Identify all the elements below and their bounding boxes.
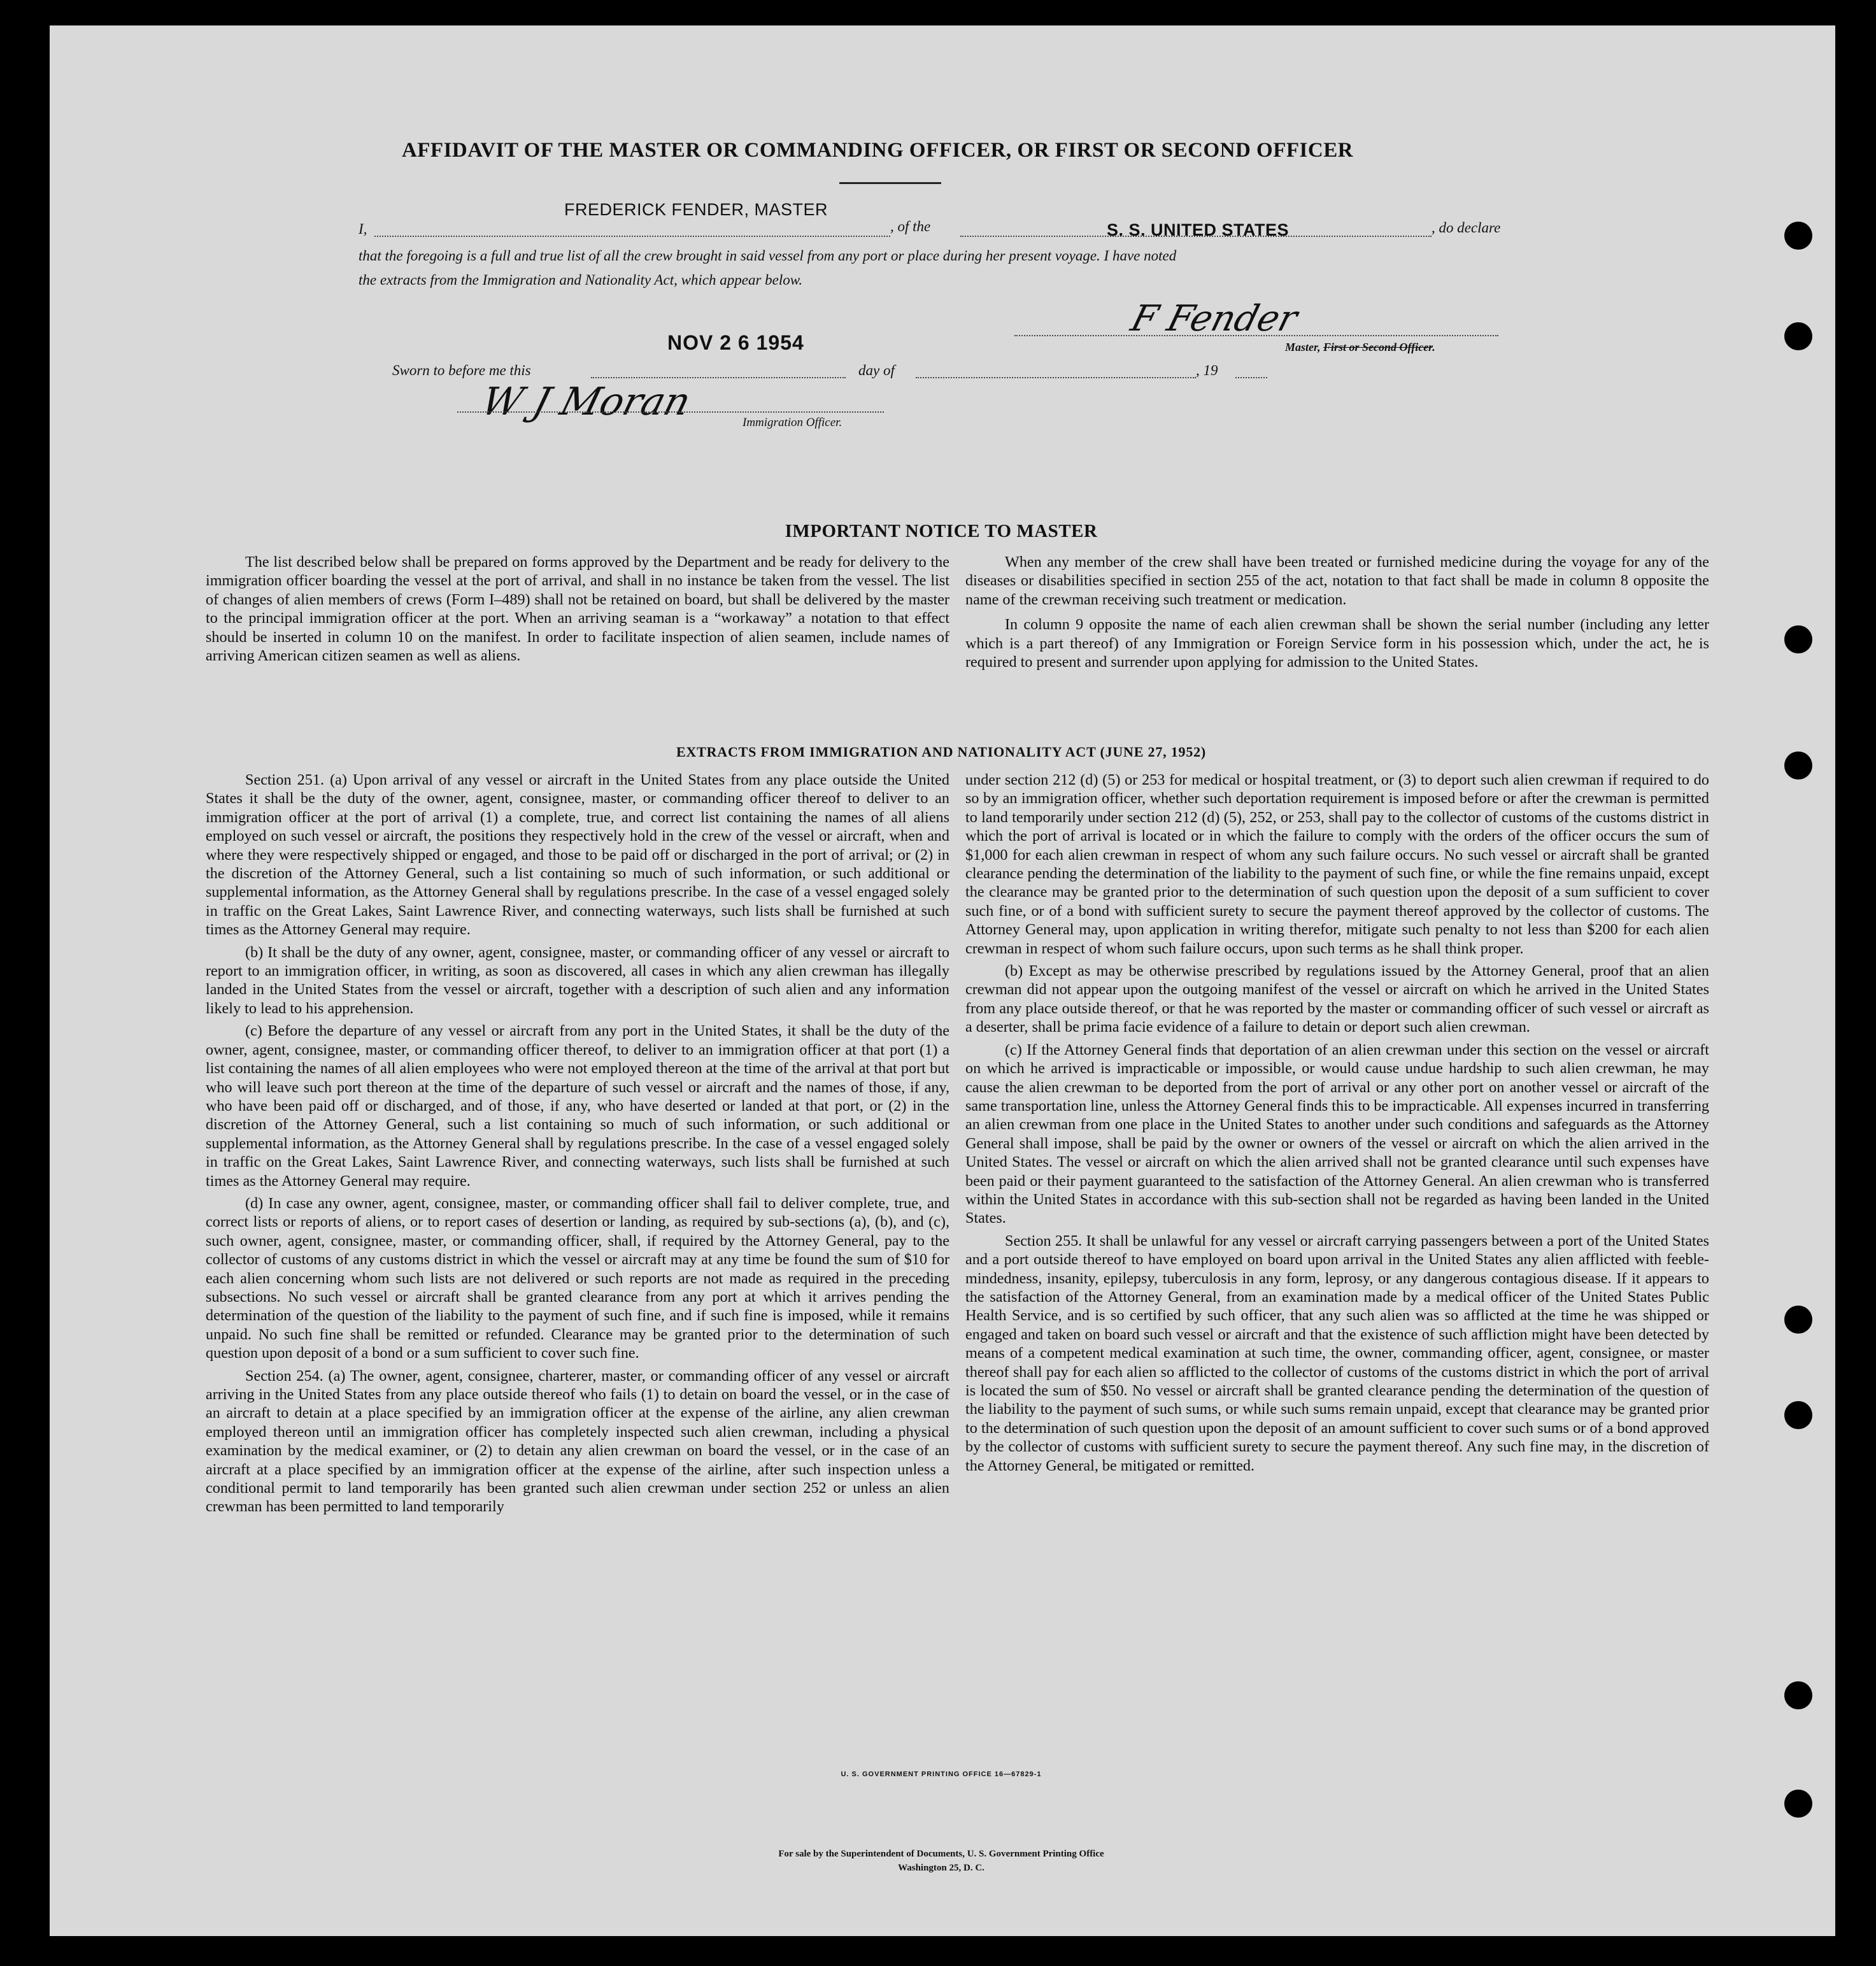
binder-hole (1784, 322, 1812, 350)
sworn-month-line (916, 377, 1196, 378)
master-caption-struck: First or Second Officer (1323, 341, 1433, 353)
binder-hole (1784, 1401, 1812, 1429)
section-254-b: (b) Except as may be otherwise prescribed by regulations issued by the Attorney General, proof that an alien crewman did not appear upon the outgoing manifest of the vessel or aircraft on which he arrived in the United States from any place outside thereof, or that he was reported by the master or commanding officer of such vessel or aircraft as a deserter, shall be prima facie evidence of a failure to detain or deport such alien crewman. (965, 962, 1709, 1036)
affidavit-line-3: the extracts from the Immigration and Nationality Act, which appear below. (359, 272, 803, 288)
affidavit-page (50, 25, 1835, 1936)
master-signature: F Fender (1126, 298, 1302, 339)
immigration-officer-signature: W J Moran (476, 380, 695, 424)
title-divider (839, 182, 941, 184)
extracts-title: EXTRACTS FROM IMMIGRATION AND NATIONALITY ACT (JUNE 27, 1952) (676, 744, 1207, 760)
affidavit-declare-label: , do declare (1432, 220, 1501, 236)
sworn-year-line (1235, 377, 1267, 378)
vessel-name: S. S. UNITED STATES (1107, 220, 1290, 239)
notice-left-paragraph: The list described below shall be prepared on forms approved by the Department and be ready for delivery to the immigration officer boarding the vessel at the port of arrival, and shall in no instance be taken from the vessel. The list of changes of alien members of crews (Form I–489) shall not be retained on board, but shall be delivered by the master to the principal immigration officer at the port. When an arriving seaman is a “workaway” a notation to that effect should be inserted in column 10 on the manifest. In order to facilitate inspection of alien seamen, include names of arriving American citizen seamen as well as aliens. (206, 553, 949, 665)
officer-caption: Immigration Officer. (743, 416, 842, 429)
notice-title: IMPORTANT NOTICE TO MASTER (785, 521, 1098, 541)
sale-line-1: For sale by the Superintendent of Documents, U. S. Government Printing Office (778, 1849, 1104, 1859)
section-255: Section 255. It shall be unlawful for any vessel or aircraft carrying passengers between a port of the United States and a port outside thereof to have employed on board upon arrival in the United States any alien afflicted with feeble-mindedness, insanity, epilepsy, tuberculosis in any form, leprosy, or any dangerous contagious disease. If it appears to the satisfaction of the Attorney General, from an examination made by a medical officer of the United States Public Health Service, and is so certified by such officer, that any such alien was so afflicted at the time he was shipped or engaged and taken on board such vessel or aircraft and that the existence of such affliction might have been detected by means of a competent medical examination at such time, the owner, commanding officer, agent, consignee, or master thereof shall pay for each alien so afflicted to the collector of customs of the customs district in which the port of arrival is located the sum of $50. No vessel or aircraft shall be granted clearance pending the determination of the question of the liability to the payment of such sums, or while such sums remain unpaid, except that clearance may be granted prior to the determination of such question upon the deposit of an amount sufficient to cover such sums or of a bond approved by the collector of customs with sufficient surety to secure the payment thereof. Any such fine may, in the discretion of the Attorney General, be mitigated or remitted. (965, 1232, 1709, 1474)
affidavit-i-label: I, (359, 221, 367, 237)
binder-hole (1784, 222, 1812, 250)
master-signature-line (1014, 335, 1498, 336)
year-label: , 19 (1196, 362, 1218, 378)
sworn-day-line (591, 377, 846, 378)
declarant-line (374, 236, 890, 237)
sale-line-2: Washington 25, D. C. (898, 1863, 984, 1873)
binder-hole (1784, 625, 1812, 653)
section-251-c: (c) Before the departure of any vessel or aircraft from any port in the United States, it shall be the duty of the owner, agent, consignee, master, or commanding officer thereof, to deliver to an immigration officer at that port (1) a list containing the names of all alien employees who were not employed thereon at the time of the arrival at that port but who will leave such port thereon at the time of the departure of such vessel or aircraft and the names of those, if any, who have been paid off or discharged, and of those, if any, who have deserted or landed at that port, or (2) in the discretion of the Attorney General, such a list containing so much of such information, or such additional or supplemental information, as the Attorney General shall by regulations prescribe. In the case of a vessel engaged solely in traffic on the Great Lakes, Saint Lawrence River, and connecting waterways, such lists shall be furnished at such times as the Attorney General may require. (206, 1022, 949, 1190)
section-251-a: Section 251. (a) Upon arrival of any vessel or aircraft in the United States from any place outside the United States it shall be the duty of the owner, agent, consignee, master, or commanding officer thereof to deliver to an immigration officer at the port of arrival (1) a complete, true, and correct list containing the names of all aliens employed on such vessel or aircraft, the positions they respectively hold in the crew of the vessel or aircraft, when and where they were respectively shipped or engaged, and those to be paid off or discharged in the port of arrival; or (2) in the discretion of the Attorney General, such a list containing so much of such information, or such additional or supplemental information, as the Attorney General shall by regulations prescribe. In the case of a vessel engaged solely in traffic on the Great Lakes, Saint Lawrence River, and connecting waterways, such lists shall be furnished at such times as the Attorney General may require. (206, 771, 949, 939)
binder-hole (1784, 1681, 1812, 1709)
officer-signature-line (457, 411, 884, 413)
day-of-label: day of (858, 362, 895, 378)
master-caption-suffix: . (1432, 341, 1435, 353)
sale-notice (623, 1847, 1260, 1875)
binder-hole (1784, 751, 1812, 780)
section-254-a: Section 254. (a) The owner, agent, consignee, charterer, master, or commanding officer of any vessel or aircraft arriving in the United States from any place outside thereof who fails (1) to detain on board the vessel, or in the case of an aircraft to detain at a place specified by an immigration officer at the expense of the airline, any alien crewman employed thereon until an immigration officer has completely inspected such alien crewman, including a physical examination by the medical examiner, or (2) to detain any alien crewman on board the vessel, or in the case of an aircraft at a place specified by an immigration officer at the expense of the airline, after such inspection unless a conditional permit to land temporarily has been granted such alien crewman under section 252 or unless an alien crewman has been permitted to land temporarily (206, 1367, 949, 1516)
affidavit-title: AFFIDAVIT OF THE MASTER OR COMMANDING OFFICER, OR FIRST OR SECOND OFFICER (401, 139, 1354, 162)
section-251-b: (b) It shall be the duty of any owner, agent, consignee, master, or commanding officer of any vessel or aircraft to report to an immigration officer, in writing, as soon as discovered, all cases in which any alien crewman has illegally landed in the United States from the vessel or aircraft, together with a description of such alien and any information likely to lead to his apprehension. (206, 943, 949, 1017)
extracts-right-column (965, 771, 1709, 1479)
master-caption (1285, 341, 1435, 353)
sworn-label: Sworn to before me this (392, 362, 531, 378)
affidavit-line-2: that the foregoing is a full and true list of all the crew brought in said vessel from any port or place during her present voyage. I have noted (359, 248, 1177, 264)
notice-right-paragraph-2: In column 9 opposite the name of each alien crewman shall be shown the serial number (including any letter which is a part thereof) of any Immigration or Foreign Service form in his possession which, under the act, he is required to present and surrender upon applying for admission to the United States. (965, 616, 1709, 671)
section-254-a-continued: under section 212 (d) (5) or 253 for medical or hospital treatment, or (3) to deport such alien crewman if required to do so by an immigration officer, whether such deportation requirement is imposed before or after the crewman is permitted to land temporarily under section 212 (d) (5), 252, or 253, shall pay to the collector of customs of the customs district in which the port of arrival is located or in which the failure to comply with the orders of the officer occurs the sum of $1,000 for each alien crewman in respect of whom any such failure occurs. No such vessel or aircraft shall be granted clearance pending the determination of the liability to the payment of such fine, or while the fine remains unpaid, except the clearance may be granted prior to the determination of such question upon the deposit of a sum sufficient to cover such fine, or of a bond with sufficient surety to secure the payment thereof approved by the collector of customs. The Attorney General may, upon application in writing therefor, mitigate such penalty to not less than $200 for each alien crewman in respect of whom such failure occurs, upon such terms as he shall think proper. (965, 771, 1709, 957)
binder-hole (1784, 1790, 1812, 1818)
extracts-left-column (206, 771, 949, 1520)
printer-line: U. S. GOVERNMENT PRINTING OFFICE 16—67829-1 (841, 1770, 1042, 1778)
notice-right-paragraph-1: When any member of the crew shall have been treated or furnished medicine during the voyage for any of the diseases or disabilities specified in section 255 of the act, notation to that fact shall be made in column 8 opposite the name of the crewman receiving such treatment or medication. (965, 553, 1709, 608)
master-caption-prefix: Master, (1285, 341, 1324, 353)
notice-right-column (965, 553, 1709, 675)
binder-hole (1784, 1306, 1812, 1334)
section-251-d: (d) In case any owner, agent, consignee, master, or commanding officer shall fail to deliver complete, true, and correct lists or reports of aliens, or to report cases of desertion or landing, as required by sub-sections (a), (b), and (c), such owner, agent, consignee, master, or commanding officer, shall, if required by the Attorney General, pay to the collector of customs of any customs district in which the vessel or aircraft may at any time be found the sum of $10 for each alien concerning whom such lists are not delivered or such reports are not made as required in the preceding subsections. No such vessel or aircraft shall be granted clearance from any port at which it arrives pending the determination of the question of the liability to the payment of such fine, and if such fine is imposed, while it remains unpaid. No such fine shall be remitted or refunded. Clearance may be granted prior to the determination of such question upon deposit of a bond or a sum sufficient to cover such fine. (206, 1194, 949, 1362)
affidavit-of-the-label: , of the (890, 218, 931, 234)
section-254-c: (c) If the Attorney General finds that deportation of an alien crewman under this section on the vessel or aircraft on which he arrived is impracticable or impossible, or would cause undue hardship to such alien crewman, he may cause the alien crewman to be deported from the port of arrival or any other port on another vessel or aircraft of the same transportation line, unless the Attorney General finds this to be impracticable. All expenses incurred in transferring an alien crewman from one place in the United States to another under such conditions and safeguards as the Attorney General shall impose, shall be paid by the owner or owners of the vessel or aircraft on which the alien arrived in the United States. The vessel or aircraft on which the alien arrived shall not be granted clearance until such expenses have been paid or their payment guaranteed to the satisfaction of the Attorney General. An alien crewman who is transferred within the United States in accordance with this sub-section shall not be regarded as having been landed in the United States. (965, 1041, 1709, 1227)
notice-left-column (206, 553, 949, 669)
sworn-date-stamp: NOV 2 6 1954 (667, 331, 804, 354)
declarant-name: FREDERICK FENDER, MASTER (564, 200, 828, 219)
